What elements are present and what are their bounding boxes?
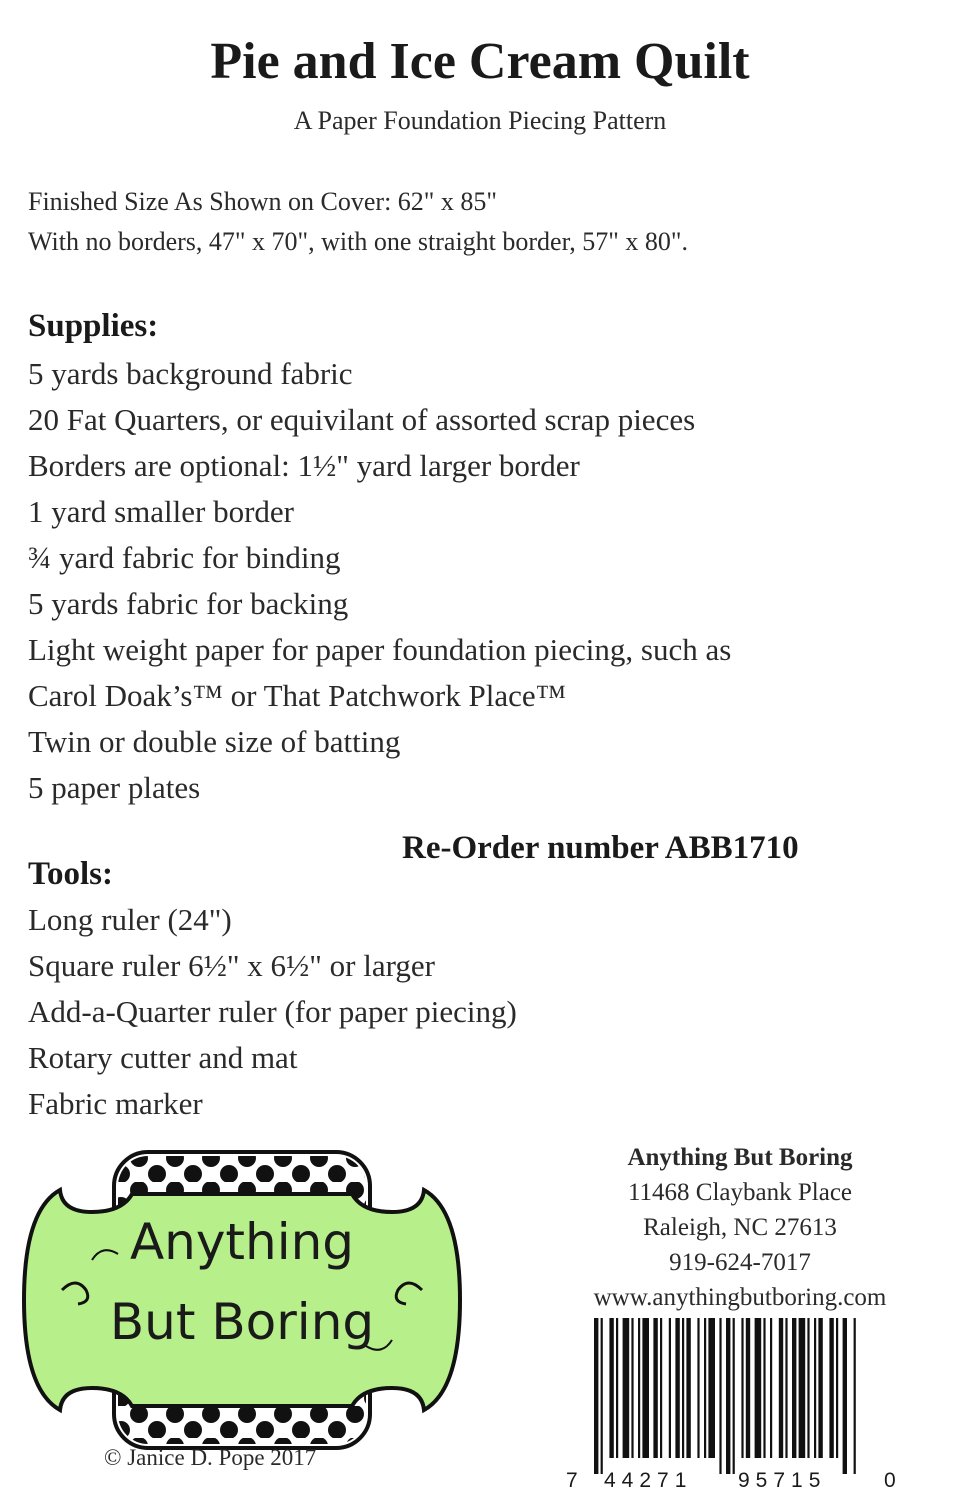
list-item: Borders are optional: 1½" yard larger border: [28, 448, 580, 483]
pattern-title: Pie and Ice Cream Quilt: [210, 33, 750, 90]
barcode-bar: [733, 1318, 735, 1474]
barcode-bar: [807, 1318, 809, 1458]
barcode-bar: [638, 1318, 640, 1458]
barcode-bar: [616, 1318, 618, 1458]
barcode-bar: [631, 1318, 633, 1458]
barcode-bar: [708, 1318, 715, 1458]
finished-size-info: [28, 182, 688, 262]
copyright-notice: © Janice D. Pope 2017: [104, 1445, 317, 1470]
city-state-zip: Raleigh, NC 27613: [643, 1214, 837, 1241]
list-item: Light weight paper for paper foundation piecing, such as: [28, 632, 732, 667]
barcode-bar: [755, 1318, 762, 1458]
barcode-bar: [836, 1318, 838, 1458]
barcode-bar: [726, 1318, 730, 1474]
list-item: Carol Doak’s™ or That Patchwork Place™: [28, 678, 566, 713]
barcode-bar: [669, 1318, 671, 1458]
company-address: [560, 1140, 920, 1315]
street-address: 11468 Claybank Place: [627, 1179, 853, 1206]
list-item: 20 Fat Quarters, or equivilant of assorted scrap pieces: [28, 402, 696, 437]
pattern-subtitle: A Paper Foundation Piecing Pattern: [293, 106, 667, 135]
barcode-bar: [594, 1318, 598, 1474]
supplies-heading: Supplies:: [28, 308, 159, 344]
barcode-bar: [704, 1318, 706, 1458]
barcode-left-digits: 44271: [604, 1469, 693, 1492]
barcode-bar: [746, 1318, 750, 1458]
list-item: 1 yard smaller border: [28, 494, 294, 529]
barcode-bar: [818, 1318, 822, 1458]
list-item: 5 yards fabric for backing: [28, 586, 349, 621]
barcode-bar: [770, 1318, 772, 1458]
tools-list: [28, 897, 517, 1127]
border-size-line: With no borders, 47" x 70", with one straight border, 57" x 80".: [28, 227, 688, 256]
barcode-bar: [601, 1318, 603, 1474]
barcode-bar: [719, 1318, 721, 1474]
barcode-bar: [854, 1318, 856, 1474]
list-item: ¾ yard fabric for binding: [28, 540, 341, 575]
finished-size-line: Finished Size As Shown on Cover: 62" x 85": [28, 187, 498, 216]
barcode-bar: [779, 1318, 783, 1458]
barcode-bar: [623, 1318, 630, 1458]
list-item: Twin or double size of batting: [28, 724, 401, 759]
reorder-number: Re-Order number ABB1710: [402, 830, 799, 866]
logo-text-line2: But Boring: [109, 1293, 375, 1351]
list-item: Fabric marker: [28, 1086, 203, 1121]
barcode-bar: [682, 1318, 684, 1458]
phone-number: 919-624-7017: [669, 1249, 811, 1276]
barcode-bar: [814, 1318, 816, 1458]
barcode-bar: [686, 1318, 690, 1458]
barcode-bar: [843, 1318, 847, 1474]
barcode-bar: [609, 1318, 613, 1458]
barcode-bar: [653, 1318, 657, 1458]
list-item: 5 yards background fabric: [28, 356, 353, 391]
company-name: Anything But Boring: [627, 1144, 853, 1171]
upc-barcode: [566, 1318, 922, 1478]
list-item: Rotary cutter and mat: [28, 1040, 298, 1075]
barcode-bar: [763, 1318, 765, 1458]
barcode-check-digit: 0: [884, 1469, 896, 1492]
list-item: Add-a-Quarter ruler (for paper piecing): [28, 994, 517, 1029]
barcode-bar: [799, 1318, 806, 1458]
list-item: 5 paper plates: [28, 770, 201, 805]
supplies-list: [28, 351, 731, 811]
barcode-right-digits: 95715: [738, 1469, 827, 1492]
logo-text-line1: Anything: [129, 1213, 355, 1271]
barcode-bar: [697, 1318, 699, 1458]
barcode-bar: [741, 1318, 743, 1458]
barcode-bar: [675, 1318, 679, 1458]
website-url: www.anythingbutboring.com: [593, 1284, 887, 1311]
list-item: Long ruler (24"): [28, 902, 232, 937]
barcode-bar: [642, 1318, 649, 1458]
barcode-bar: [792, 1318, 796, 1458]
list-item: Square ruler 6½" x 6½" or larger: [28, 948, 435, 983]
barcode-bar: [785, 1318, 787, 1458]
barcode-bar: [829, 1318, 833, 1458]
barcode-bar: [660, 1318, 662, 1458]
barcode-first-digit: 7: [566, 1469, 578, 1492]
tools-heading: Tools:: [28, 856, 113, 892]
